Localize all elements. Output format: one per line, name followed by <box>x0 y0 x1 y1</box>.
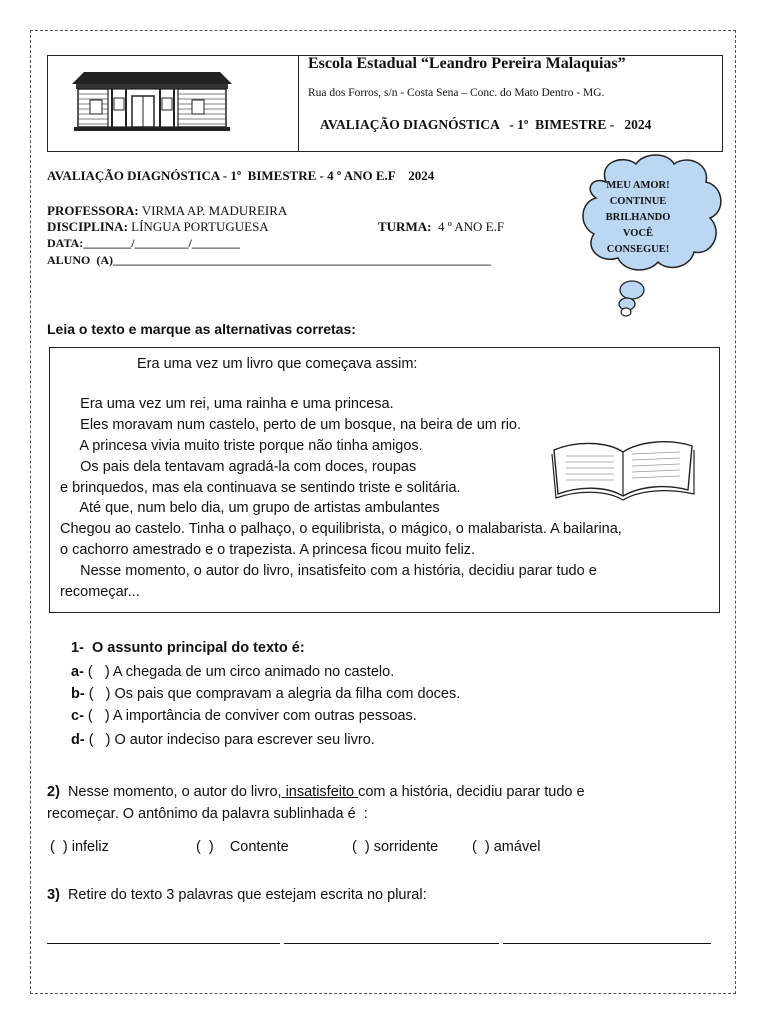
subject-value: LÍNGUA PORTUGUESA <box>127 219 269 234</box>
cloud-line: VOCÊ <box>622 228 654 239</box>
answer-line[interactable] <box>503 943 711 944</box>
question-1-option-a[interactable] <box>71 664 394 680</box>
underlined-word: , insatisfeito <box>277 784 359 800</box>
question-2-option[interactable]: ( ) Contente <box>196 839 289 855</box>
school-address: Rua dos Forros, s/n - Costa Sena – Conc. do Mato Dentro - MG. <box>308 87 605 99</box>
story-line: Eles moravam num castelo, perto de um bosque, na beira de um rio. <box>60 417 522 433</box>
school-name: Escola Estadual “Leandro Pereira Malaquias” <box>308 55 626 72</box>
option-text: ( ) Os pais que compravam a alegria da filha com doces. <box>84 686 461 702</box>
class-label: TURMA: <box>378 219 432 234</box>
teacher-line <box>47 203 287 219</box>
cloud-line: BRILHANDO <box>605 212 671 223</box>
option-letter: b- <box>71 686 85 702</box>
story-line: Era uma vez um rei, uma rainha e uma princesa. <box>60 396 394 412</box>
question-2-number: 2) <box>47 784 60 800</box>
story-intro: Era uma vez um livro que começava assim: <box>137 356 418 372</box>
evaluation-line: AVALIAÇÃO DIAGNÓSTICA - 1º BIMESTRE - 4 º ANO E.F 2024 <box>47 168 435 183</box>
teacher-value: VIRMA AP. MADUREIRA <box>138 203 288 218</box>
question-2-option[interactable]: ( ) infeliz <box>50 839 109 855</box>
option-text: ( ) A importância de conviver com outras pessoas. <box>83 708 417 724</box>
question-1-option-c[interactable] <box>71 708 417 724</box>
instruction: Leia o texto e marque as alternativas corretas: <box>47 321 356 337</box>
question-1-option-b[interactable] <box>71 686 460 702</box>
question-1-option-d[interactable] <box>71 732 375 748</box>
cloud-line: MEU AMOR! <box>606 180 670 191</box>
story-line: Os pais dela tentavam agradá-la com doces, roupas <box>60 459 417 475</box>
story-line: A princesa vivia muito triste porque não tinha amigos. <box>60 438 423 454</box>
question-3-line <box>47 887 427 903</box>
class-line <box>378 219 504 235</box>
subject-line <box>47 219 269 235</box>
option-text: ( ) O autor indeciso para escrever seu livro. <box>84 732 375 748</box>
story-line: Até que, num belo dia, um grupo de artistas ambulantes <box>60 500 440 516</box>
story-line: recomeçar... <box>60 584 140 600</box>
question-1-title: 1- O assunto principal do texto é: <box>71 640 305 656</box>
header-evaluation: AVALIAÇÃO DIAGNÓSTICA - 1º BIMESTRE - 2024 <box>320 117 652 132</box>
date-line: DATA:________/_________/________ <box>47 236 240 250</box>
story-line: o cachorro amestrado e o trapezista. A princesa ficou muito feliz. <box>60 542 476 558</box>
question-2-option[interactable]: ( ) amável <box>472 839 541 855</box>
open-book-icon <box>548 432 698 502</box>
option-letter: d- <box>71 732 85 748</box>
question-2-text-after: com a história, decidiu parar tudo e <box>358 784 585 800</box>
story-line: Chegou ao castelo. Tinha o palhaço, o equilibrista, o mágico, o malabarista. A bailarina, <box>60 521 622 537</box>
question-2-line-2: recomeçar. O antônimo da palavra sublinhada é : <box>47 806 368 822</box>
header-divider <box>298 56 299 151</box>
cloud-line: CONSEGUE! <box>606 244 670 255</box>
question-2-line-1 <box>47 784 585 800</box>
option-letter: c- <box>71 708 84 724</box>
student-line: ALUNO (A)_______________________________________________________________ <box>47 253 491 267</box>
answer-line[interactable] <box>284 943 499 944</box>
option-letter: a- <box>71 664 84 680</box>
question-2-option[interactable]: ( ) sorridente <box>352 839 439 855</box>
answer-line[interactable] <box>47 943 280 944</box>
story-line: Nesse momento, o autor do livro, insatisfeito com a história, decidiu parar tudo e <box>60 563 597 579</box>
school-building-icon <box>68 70 236 132</box>
cloud-message <box>586 178 690 258</box>
class-value: 4 º ANO E.F <box>431 219 505 234</box>
question-3-text: Retire do texto 3 palavras que estejam escrita no plural: <box>59 887 427 903</box>
subject-label: DISCIPLINA: <box>47 219 128 234</box>
story-line: e brinquedos, mas ela continuava se sentindo triste e solitária. <box>60 480 461 496</box>
cloud-line: CONTINUE <box>609 196 667 207</box>
option-text: ( ) A chegada de um circo animado no castelo. <box>83 664 395 680</box>
teacher-label: PROFESSORA: <box>47 203 139 218</box>
question-2-text: Nesse momento, o autor do livro <box>59 784 278 800</box>
question-3-number: 3) <box>47 887 60 903</box>
